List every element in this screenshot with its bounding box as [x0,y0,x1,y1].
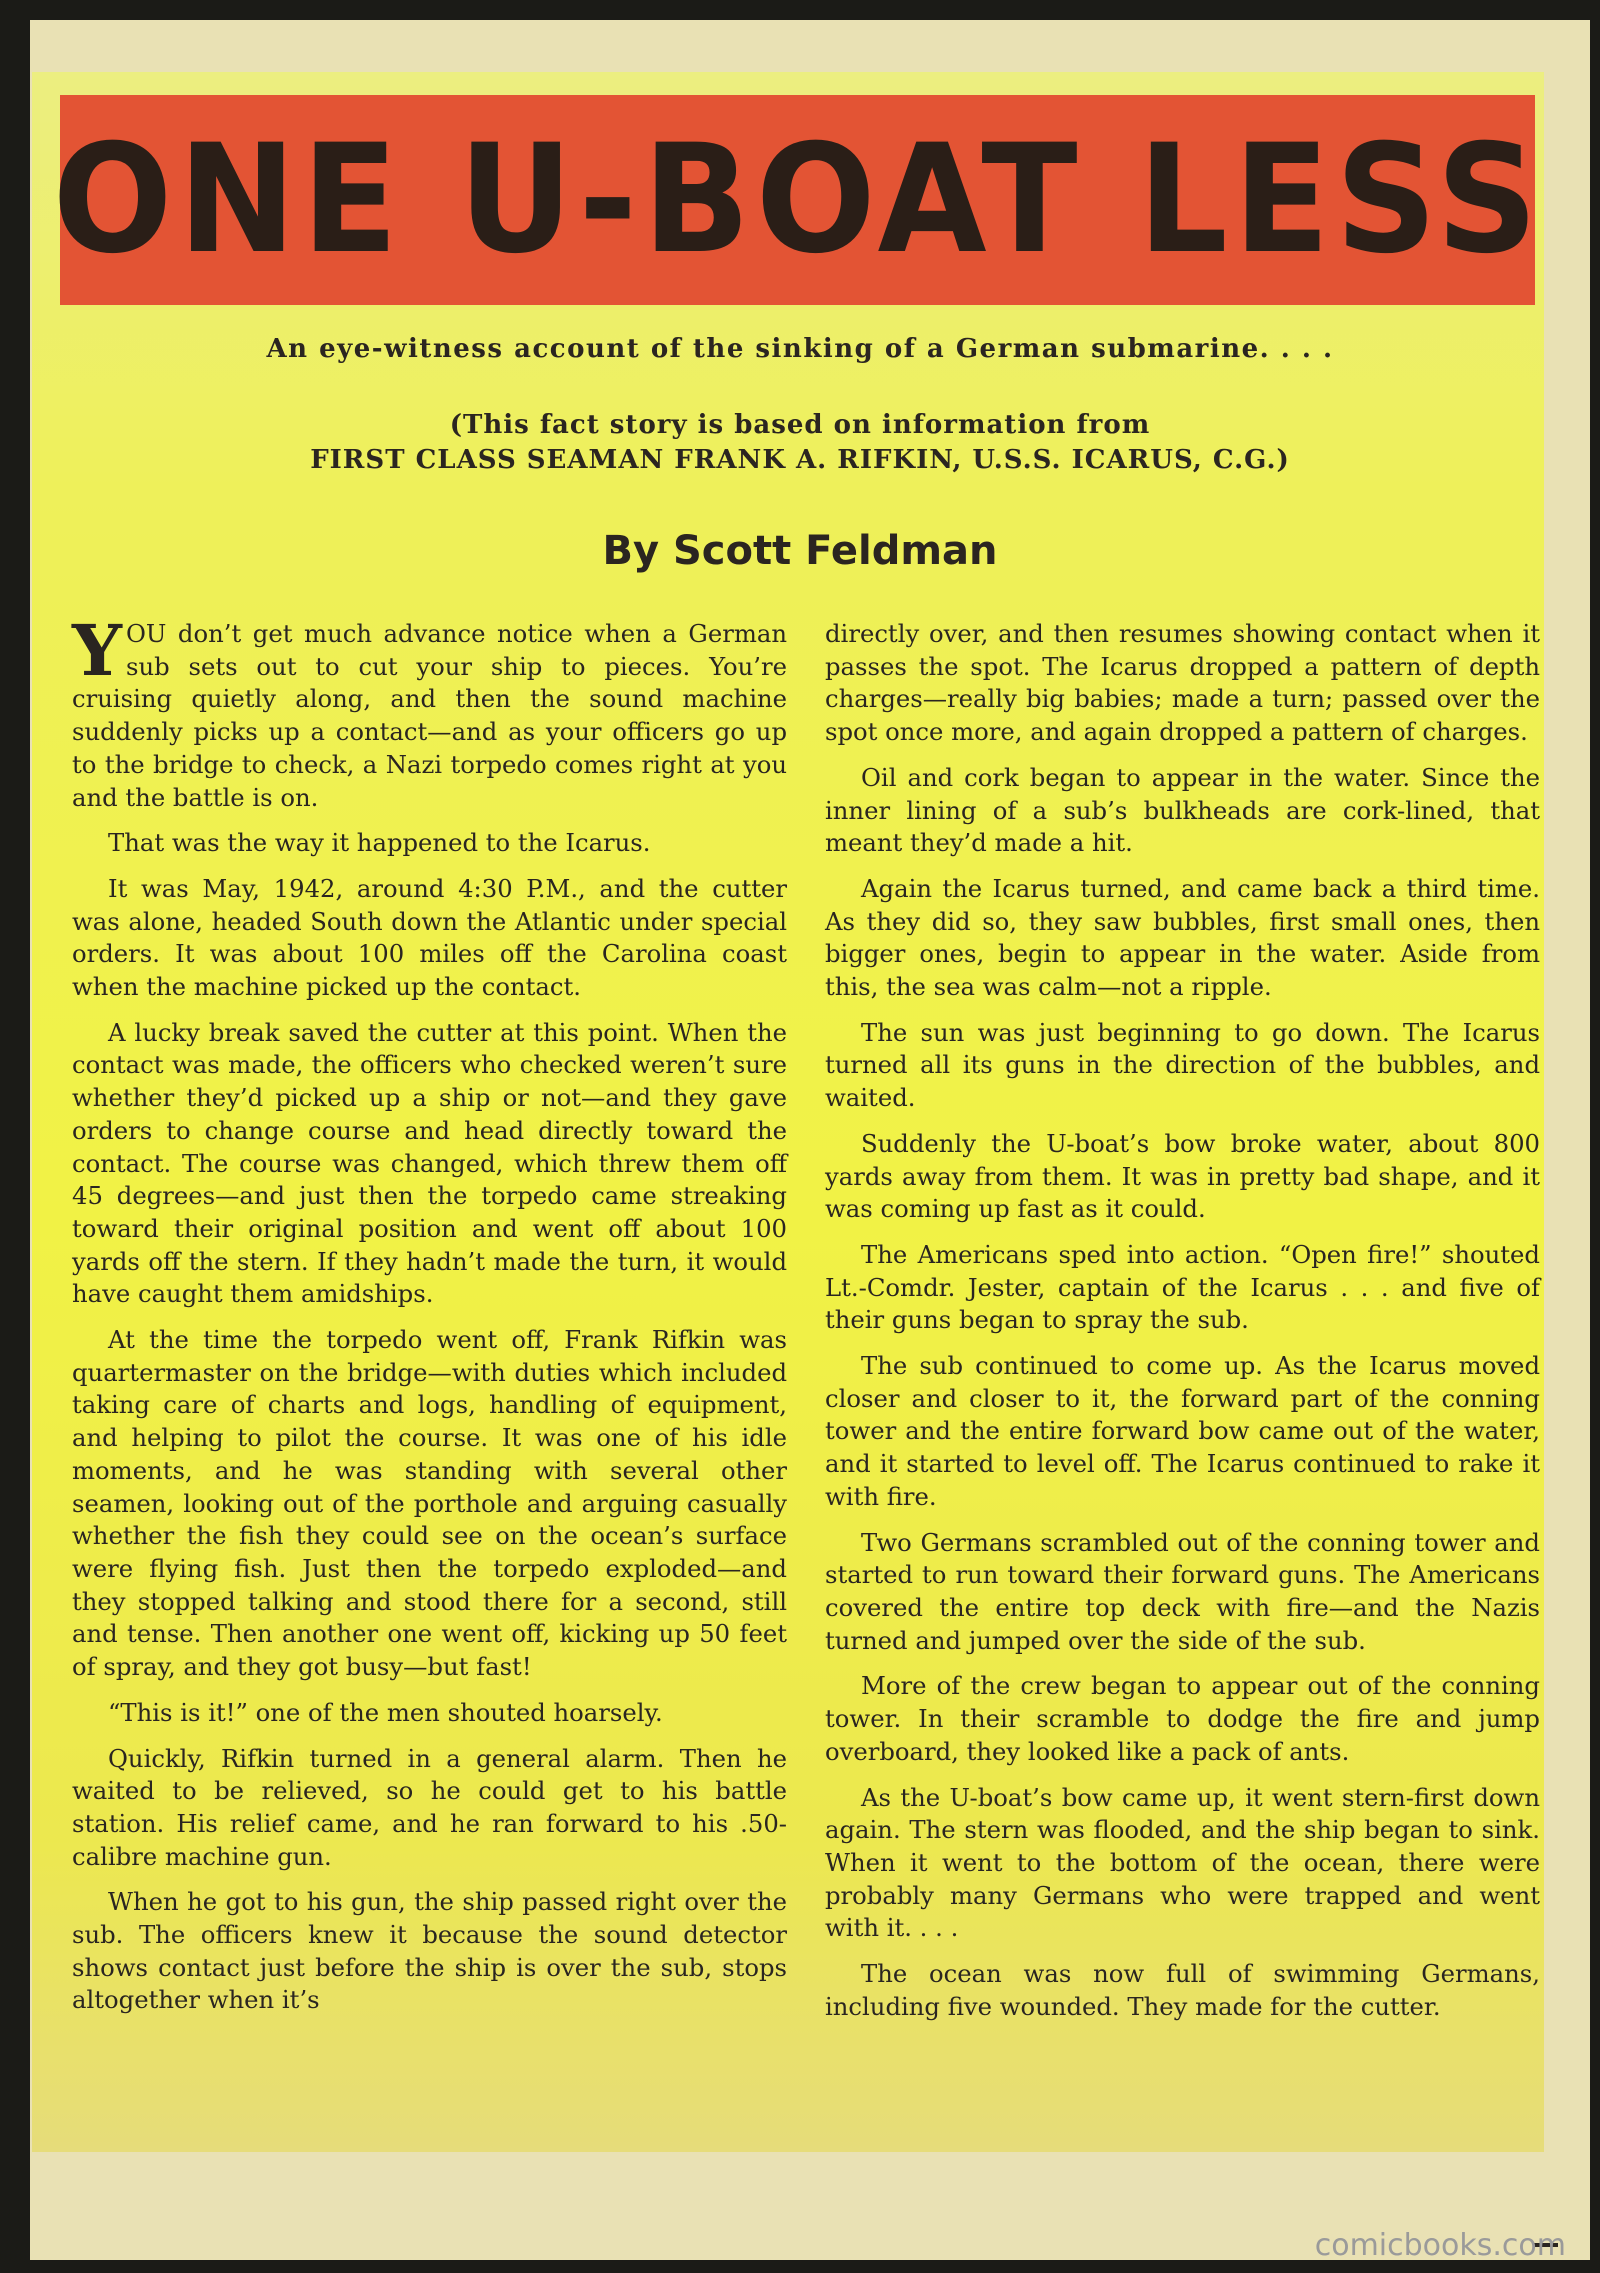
watermark: comicbooks.com [1314,2228,1566,2263]
paragraph: The Americans sped into action. “Open fire!” shouted Lt.-Comdr. Jester, captain of the Icarus . . . and five of their guns began to spray the sub. [825,1239,1540,1335]
paragraph: The sub continued to come up. As the Icarus moved closer and closer to it, the forward part of the conning tower and the entire forward bow came out of the water, and it started to level off. The Icarus continued to rake it with fire. [825,1351,1540,1511]
paragraph: The ocean was now full of swimming Germans, including five wounded. They made for the cutter. [825,1959,1540,2021]
paragraph: It was May, 1942, around 4:30 P.M., and the cutter was alone, headed South down the Atlantic under special orders. It was about 100 miles off the Carolina coast when the machine picked up the contact. [72,873,787,1002]
paragraph: Quickly, Rifkin turned in a general alarm. Then he waited to be relieved, so he could get to his battle station. His relief came, and he ran forward to his .50-calibre machine gun. [72,1743,787,1871]
paragraph [72,609,787,814]
paragraph: “This is it!” one of the men shouted hoarsely. [108,1697,663,1727]
paragraph-text: OU don’t get much advance notice when a German sub sets out to cut your ship to pieces. You’re cruising quietly along, and then the sound machine suddenly picks up a contact—and as your officers go up to the bridge to check, a Nazi torpedo comes right at you and the battle is on. [72,619,787,812]
byline: By Scott Feldman [602,528,998,574]
drop-cap: Y [72,609,122,692]
right-column [825,618,1540,2036]
paragraph: Oil and cork began to appear in the water. Since the inner lining of a sub’s bulkheads are cork-lined, that meant they’d made a hit. [825,762,1540,858]
paragraph: A lucky break saved the cutter at this point. When the contact was made, the officers who checked weren’t sure whether they’d picked up a ship or not—and they gave orders to change course and head directly toward the contact. The course was changed, which threw them off 45 degrees—and just then the torpedo came streaking toward their original position and went off about 100 yards off the stern. If they hadn’t made the turn, it would have caught them amidships. [72,1017,787,1309]
paragraph: Two Germans scrambled out of the conning tower and started to run toward their forward guns. The Americans covered the entire top deck with fire—and the Nazis turned and jumped over the side of the sub. [825,1527,1540,1655]
tagline: An eye-witness account of the sinking of a German submarine. . . . [266,334,1334,364]
left-column [72,609,787,2030]
paragraph: Again the Icarus turned, and came back a third time. As they did so, they saw bubbles, first small ones, then bigger ones, begin to appear in the water. Aside from this, the sea was calm—not a ripple. [825,873,1540,1002]
paragraph: directly over, and then resumes showing contact when it passes the spot. The Icarus dropped a pattern of depth charges—really big babies; made a turn; passed over the spot once more, and again dropped a pattern of charges. [825,619,1540,747]
paragraph: Suddenly the U-boat’s bow broke water, about 800 yards away from them. It was in pretty bad shape, and it was coming up fast as it could. [825,1128,1540,1224]
source-note-line-1: (This fact story is based on information from [449,410,1151,440]
paragraph: That was the way it happened to the Icarus. [108,828,651,858]
paragraph: More of the crew began to appear out of the conning tower. In their scramble to dodge the fire and jump overboard, they looked like a pack of ants. [825,1671,1540,1766]
paragraph: At the time the torpedo went off, Frank Rifkin was quartermaster on the bridge—with duties which included taking care of charts and logs, handling of equipment, and helping to pilot the course. It was one of his idle moments, and he was standing with several other seamen, looking out of the porthole and arguing casually whether the fish they could see on the ocean’s surface were flying fish. Just then the torpedo exploded—and they stopped talking and stood there for a second, still and tense. Then another one went off, kicking up 50 feet of spray, and they got busy—but fast! [72,1325,787,1682]
paragraph: When he got to his gun, the ship passed right over the sub. The officers knew it because the sound detector shows contact just before the ship is over the sub, stops altogether when it’s [72,1887,787,2015]
title-banner [52,95,1543,305]
source-note-line-2: FIRST CLASS SEAMAN FRANK A. RIFKIN, U.S.S. ICARUS, C.G.) [310,445,1290,475]
paragraph: As the U-boat’s bow came up, it went stern-first down again. The stern was flooded, and the ship began to sink. When it went to the bottom of the ocean, there were probably many Germans who were trapped and went with it. . . . [825,1782,1540,1943]
paragraph: The sun was just beginning to go down. The Icarus turned all its guns in the direction of the bubbles, and waited. [825,1017,1540,1113]
article-title: ONE U-BOAT LESS [52,113,1543,287]
